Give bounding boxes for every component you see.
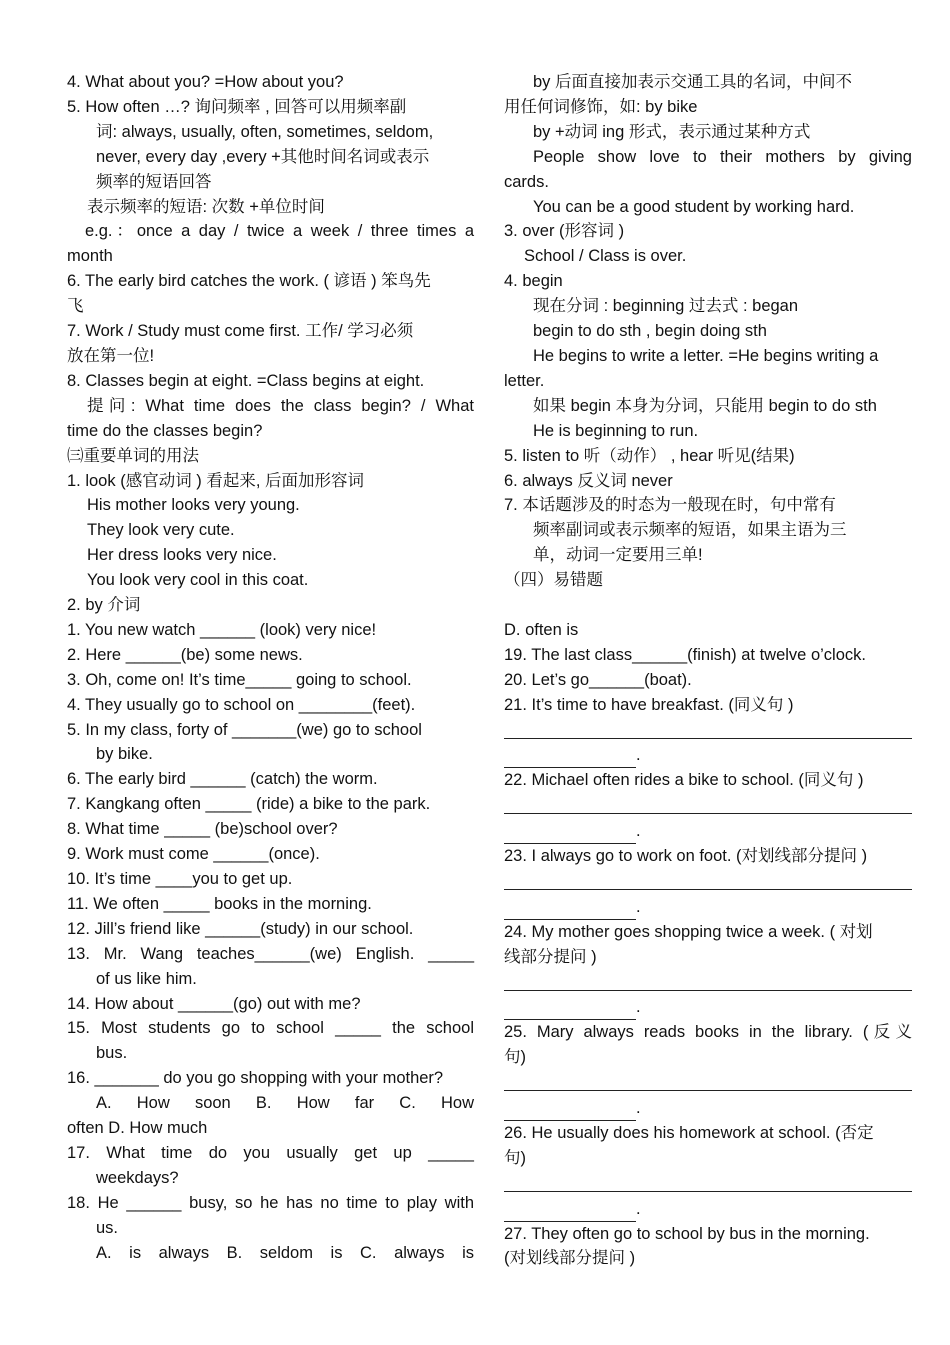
text-line: bus. (96, 1044, 128, 1063)
text-line: 24. My mother goes shopping twice a week. ( 对划 (504, 922, 873, 941)
text-line: 7. Work / Study must come first. 工作/ 学习必须 (67, 322, 414, 341)
text-line: 线部分提问 ) (504, 947, 597, 966)
text-line: never, every day ,every +其他时间名词或表示 (96, 147, 430, 166)
text-line: 7. 本话题涉及的时态为一般现在时，句中常有 (504, 496, 836, 515)
text-line: weekdays? (96, 1168, 179, 1187)
text-line: His mother looks very young. (87, 496, 300, 515)
text-line: 单，动词一定要用三单! (533, 546, 703, 565)
text-line: They look very cute. (87, 521, 235, 540)
answer-line (504, 793, 912, 814)
answer-period: . (636, 897, 641, 916)
text-line: Her dress looks very nice. (87, 546, 277, 565)
text-line: 2. Here ______(be) some news. (67, 645, 303, 664)
answer-blank (504, 901, 636, 920)
text-line: He is beginning to run. (533, 421, 699, 440)
text-line: 4. What about you? =How about you? (67, 73, 344, 91)
text-line: You can be a good student by working hard. (533, 197, 855, 216)
text-line: e.g.：once a day / twice a week / three times a (85, 222, 474, 241)
text-line: 句) (504, 1048, 526, 1067)
text-line: 频率的短语回答 (96, 172, 212, 191)
spacer (504, 593, 912, 618)
text-line: 4. They usually go to school on ________(feet). (67, 695, 416, 714)
text-line: 表示频率的短语: 次数 +单位时间 (87, 197, 325, 216)
text-line: 7. Kangkang often _____ (ride) a bike to the park. (67, 795, 431, 814)
answer-blank (504, 1001, 636, 1020)
answer-period: . (636, 1199, 641, 1218)
text-line: 频率副词或表示频率的短语，如果主语为三 (533, 521, 847, 540)
text-line: You look very cool in this coat. (87, 571, 309, 590)
text-line: 5. listen to 听（动作） , hear 听见(结果) (504, 446, 795, 465)
answer-line-short (504, 895, 912, 920)
answer-line (504, 1070, 912, 1091)
answer-period: . (636, 1099, 641, 1118)
answer-line (504, 970, 912, 991)
text-line: cards. (504, 172, 549, 191)
text-line: 11. We often _____ books in the morning. (67, 894, 372, 913)
answer-line (504, 1171, 912, 1192)
text-line: 10. It’s time ____you to get up. (67, 870, 293, 888)
text-line: by +动词 ing 形式，表示通过某种方式 (533, 122, 811, 141)
text-line: 16. _______ do you go shopping with your mother? (67, 1069, 444, 1088)
text-line: 6. The early bird ______ (catch) the worm. (67, 770, 378, 789)
answer-line (504, 869, 912, 890)
answer-period: . (636, 822, 641, 841)
text-line: 4. begin (504, 272, 563, 291)
answer-line (504, 718, 912, 739)
text-line: time do the classes begin? (67, 421, 263, 440)
answer-line-short (504, 1096, 912, 1121)
text-line: 现在分词 : beginning 过去式 : began (533, 297, 799, 316)
text-line: School / Class is over. (524, 247, 687, 266)
answer-blank (504, 749, 636, 768)
text-line: 1. look (感官动词 ) 看起来, 后面加形容词 (67, 471, 365, 490)
text-line: 6. always 反义词 never (504, 471, 673, 490)
left-column (67, 70, 474, 1266)
text-line: by bike. (96, 745, 153, 764)
right-column (504, 70, 912, 1271)
text-line: D. often is (504, 620, 579, 639)
text-line: 3. over (形容词 ) (504, 222, 625, 241)
text-line: by 后面直接加表示交通工具的名词，中间不 (533, 73, 853, 91)
answer-period: . (636, 998, 641, 1017)
text-line: 6. The early bird catches the work. ( 谚语 ) 笨鸟先 (67, 272, 431, 291)
text-line: (对划线部分提问 ) (504, 1249, 636, 1268)
text-line: 15. Most students go to school _____ the school (67, 1019, 474, 1038)
text-line: 5. How often …? 询问频率 , 回答可以用频率副 (67, 97, 407, 116)
answer-blank (504, 825, 636, 844)
text-line: 19. The last class______(finish) at twelve o’clock. (504, 645, 866, 664)
text-line: 17. What time do you usually get up _____ (67, 1143, 474, 1162)
answer-period: . (636, 746, 641, 765)
text-line: 提问: What time does the class begin? / What (87, 396, 474, 415)
answer-line-short (504, 819, 912, 844)
text-line: 22. Michael often rides a bike to school. (同义句 ) (504, 771, 864, 790)
text-line: 3. Oh, come on! It’s time_____ going to school. (67, 670, 412, 689)
text-line: 8. What time _____ (be)school over? (67, 820, 338, 839)
answer-blank (504, 1102, 636, 1121)
text-line: 8. Classes begin at eight. =Class begins at eight. (67, 371, 425, 390)
text-line: often D. How much (67, 1119, 208, 1138)
text-line: begin to do sth , begin doing sth (533, 322, 767, 341)
text-line: A. is always B. seldom is C. always is (96, 1243, 474, 1262)
text-line: 如果 begin 本身为分词，只能用 begin to do sth (533, 396, 877, 415)
text-line: 用任何词修饰，如: by bike (504, 97, 698, 116)
text-line: us. (96, 1218, 119, 1237)
text-line: People show love to their mothers by giving (533, 147, 912, 166)
answer-line-short (504, 1197, 912, 1222)
text-line: （四）易错题 (504, 571, 603, 590)
text-line: letter. (504, 371, 545, 390)
text-line: 25. Mary always reads books in the library. (反义 (504, 1023, 912, 1042)
text-line: 句) (504, 1148, 526, 1167)
answer-line-short (504, 743, 912, 768)
text-line: A. How soon B. How far C. How (96, 1094, 474, 1113)
text-line: 18. He ______ busy, so he has no time to play with (67, 1193, 474, 1212)
text-line: 12. Jill’s friend like ______(study) in our school. (67, 919, 414, 938)
text-line: 飞 (67, 297, 84, 316)
text-line: month (67, 247, 113, 266)
text-line: 20. Let’s go______(boat). (504, 670, 692, 689)
text-line: 词: always, usually, often, sometimes, seldom, (96, 122, 434, 141)
text-line: 放在第一位! (67, 346, 155, 365)
text-line: 21. It’s time to have breakfast. (同义句 ) (504, 695, 794, 714)
text-line: 9. Work must come ______(once). (67, 845, 320, 864)
text-line: 14. How about ______(go) out with me? (67, 994, 361, 1013)
text-line: 13. Mr. Wang teaches______(we) English. _____ (67, 944, 474, 963)
text-line: 5. In my class, forty of _______(we) go to school (67, 720, 422, 739)
text-line: 26. He usually does his homework at school. (否定 (504, 1123, 874, 1142)
text-line: of us like him. (96, 969, 197, 988)
text-line: 27. They often go to school by bus in the morning. (504, 1224, 870, 1243)
text-line: 23. I always go to work on foot. (对划线部分提问 ) (504, 847, 868, 866)
text-line: 2. by 介词 (67, 596, 141, 615)
text-line: He begins to write a letter. =He begins writing a (533, 346, 879, 365)
answer-line-short (504, 995, 912, 1020)
text-line: 1. You new watch ______ (look) very nice! (67, 620, 377, 639)
answer-blank (504, 1203, 636, 1222)
text-line: ㈢重要单词的用法 (67, 446, 199, 465)
